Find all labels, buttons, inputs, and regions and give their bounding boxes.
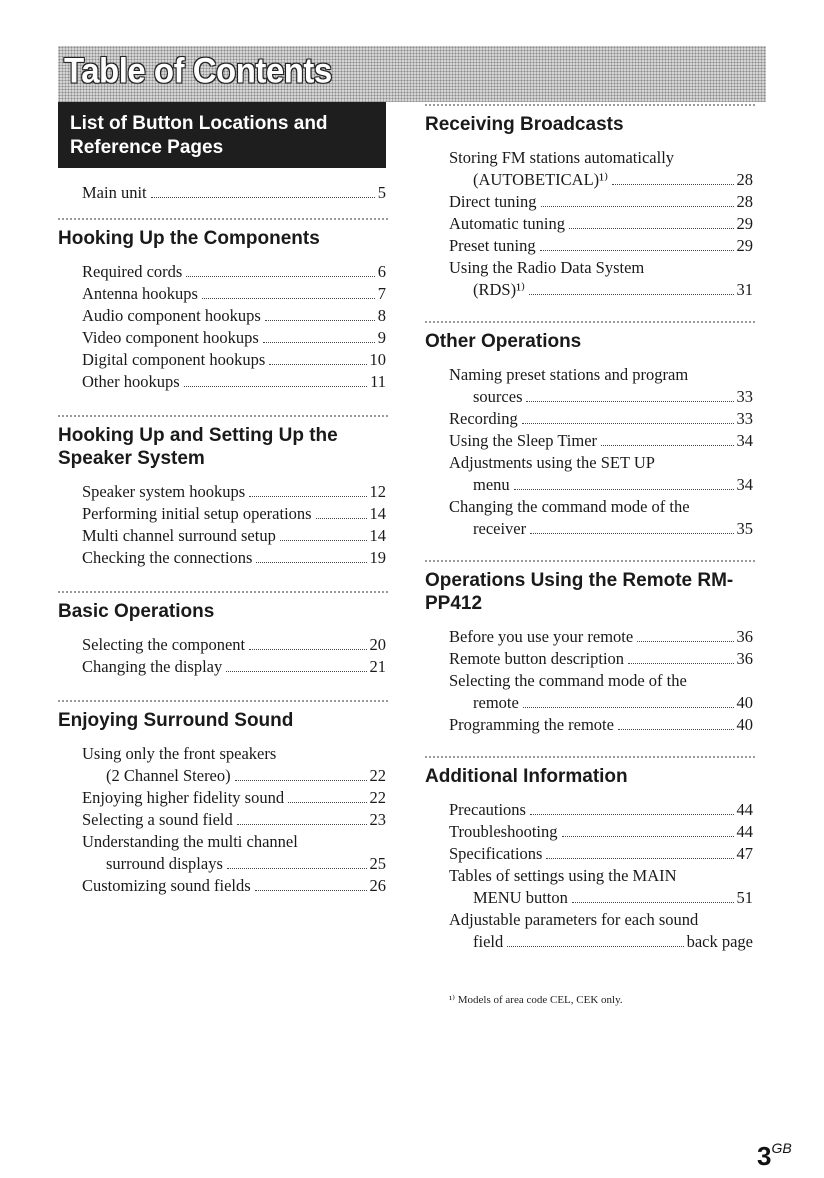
dot-leader <box>184 386 367 387</box>
toc-entry-text: Other hookups <box>82 372 180 391</box>
page-number-value: 3 <box>757 1141 772 1171</box>
toc-entry-cont-text: surround displays <box>106 854 223 873</box>
dot-leader <box>249 649 366 650</box>
toc-banner <box>58 46 766 102</box>
dot-leader <box>530 814 734 815</box>
section-entries <box>58 481 388 569</box>
toc-entry-page: 31 <box>736 280 753 299</box>
page-number-suffix: GB <box>771 1140 792 1156</box>
toc-entry <box>425 865 755 909</box>
toc-entry-page: 5 <box>377 183 386 202</box>
toc-entry-page: 51 <box>736 888 753 907</box>
toc-entry <box>425 147 755 191</box>
toc-entry-text: Antenna hookups <box>82 284 198 303</box>
toc-entry-page: 44 <box>736 800 753 819</box>
toc-entry-text: Checking the connections <box>82 548 253 567</box>
toc-entry-page: 22 <box>369 766 386 785</box>
toc-section <box>58 591 388 678</box>
toc-entry-page: 40 <box>736 715 753 734</box>
toc-entry <box>425 257 755 301</box>
toc-entry <box>58 261 388 283</box>
toc-entry <box>58 547 388 569</box>
toc-entry-line <box>82 371 386 393</box>
toc-entry-cont-text: field <box>473 932 504 951</box>
dot-leader <box>237 824 367 825</box>
toc-entry-page: 26 <box>369 876 386 895</box>
toc-entry-continuation <box>449 887 753 909</box>
toc-entry-line <box>82 787 386 809</box>
section-heading: Other Operations <box>425 331 582 352</box>
box-section-heading: List of Button Locations and Reference Pages <box>58 102 386 168</box>
toc-section <box>425 756 755 953</box>
toc-entry-page: 47 <box>736 844 753 863</box>
section-divider <box>425 104 755 106</box>
section-entries <box>58 634 388 678</box>
toc-entry-text: Using the Radio Data System <box>449 258 645 277</box>
toc-entry-line <box>82 525 386 547</box>
dot-leader <box>612 184 733 185</box>
section-divider <box>58 415 388 417</box>
toc-entry-page: 36 <box>736 649 753 668</box>
toc-entry-continuation <box>449 931 753 953</box>
toc-entry <box>425 799 755 821</box>
toc-entry-page: back page <box>686 932 753 951</box>
toc-entry-page: 23 <box>369 810 386 829</box>
toc-entry-line <box>449 430 753 452</box>
toc-entry <box>425 213 755 235</box>
section-heading: Operations Using the Remote RM-PP412 <box>425 570 734 614</box>
toc-entry <box>58 503 388 525</box>
toc-entry-text: Naming preset stations and program <box>449 365 689 384</box>
toc-entry-text: Required cords <box>82 262 183 281</box>
toc-entry-page: 34 <box>736 431 753 450</box>
toc-entry-cont-text: remote <box>473 693 519 712</box>
section-divider <box>58 218 388 220</box>
toc-entry-text: Changing the command mode of the <box>449 497 690 516</box>
dot-leader <box>562 836 734 837</box>
toc-entry-line <box>449 191 753 213</box>
toc-entry-cont-text: (AUTOBETICAL)¹⁾ <box>473 170 609 189</box>
section-divider <box>425 321 755 323</box>
toc-entry-continuation <box>449 279 753 301</box>
section-divider <box>425 560 755 562</box>
toc-entry-text: Using only the front speakers <box>82 744 277 763</box>
toc-entry-page: 10 <box>369 350 386 369</box>
toc-entry-text: Video component hookups <box>82 328 259 347</box>
toc-entry-line <box>82 283 386 305</box>
toc-section <box>425 560 755 736</box>
toc-entry <box>425 909 755 953</box>
toc-entry-continuation <box>449 386 753 408</box>
toc-entry-cont-text: (RDS)¹⁾ <box>473 280 526 299</box>
dot-leader <box>526 401 733 402</box>
toc-entry-page: 20 <box>369 635 386 654</box>
section-entries <box>425 799 755 953</box>
toc-entry-line <box>82 305 386 327</box>
toc-entry-line <box>82 656 386 678</box>
toc-entry-text: Specifications <box>449 844 543 863</box>
toc-entry <box>58 305 388 327</box>
dot-leader <box>235 780 367 781</box>
toc-entry <box>58 327 388 349</box>
right-column <box>425 102 755 1007</box>
dot-leader <box>265 320 375 321</box>
toc-entry-page: 14 <box>369 504 386 523</box>
toc-entry-line <box>82 547 386 569</box>
toc-entry <box>58 634 388 656</box>
toc-entry-text: Automatic tuning <box>449 214 565 233</box>
right-sections <box>425 104 755 953</box>
toc-entry-text: Troubleshooting <box>449 822 558 841</box>
toc-entry-text: Multi channel surround setup <box>82 526 276 545</box>
left-column <box>58 102 388 897</box>
toc-entry-page: 9 <box>377 328 386 347</box>
dot-leader <box>186 276 374 277</box>
toc-entry-text: Preset tuning <box>449 236 536 255</box>
toc-entry-page: 8 <box>377 306 386 325</box>
toc-section <box>58 415 388 569</box>
toc-entry <box>425 430 755 452</box>
toc-entry-page: 40 <box>736 693 753 712</box>
toc-entry-line <box>82 261 386 283</box>
toc-entry-continuation <box>82 853 386 875</box>
section-heading: Enjoying Surround Sound <box>58 710 294 731</box>
toc-entry-page: 34 <box>736 475 753 494</box>
toc-entry-text: Precautions <box>449 800 526 819</box>
dot-leader <box>151 197 375 198</box>
toc-entry-page: 35 <box>736 519 753 538</box>
toc-entry-page: 36 <box>736 627 753 646</box>
dot-leader <box>540 250 734 251</box>
toc-entry-line <box>82 481 386 503</box>
toc-entry <box>425 452 755 496</box>
toc-entry-line <box>449 648 753 670</box>
toc-entry-page: 25 <box>369 854 386 873</box>
section-entries <box>425 364 755 540</box>
toc-entry-page: 28 <box>736 170 753 189</box>
toc-entry-page: 14 <box>369 526 386 545</box>
toc-entry <box>58 525 388 547</box>
toc-entry-page: 33 <box>736 409 753 428</box>
toc-entry-text: Speaker system hookups <box>82 482 246 501</box>
toc-entry-page: 29 <box>736 236 753 255</box>
toc-entry-continuation <box>82 765 386 787</box>
toc-entry-line <box>82 327 386 349</box>
toc-entry <box>58 656 388 678</box>
toc-entry-line <box>82 349 386 371</box>
toc-entry-line <box>449 213 753 235</box>
toc-entry-text: Digital component hookups <box>82 350 266 369</box>
toc-entry <box>425 670 755 714</box>
toc-entry <box>58 349 388 371</box>
page-title: Table of Contents <box>64 50 332 90</box>
section-heading: Receiving Broadcasts <box>425 114 624 135</box>
section-entries <box>58 743 388 897</box>
dot-leader <box>280 540 367 541</box>
toc-entry-line <box>82 634 386 656</box>
dot-leader <box>618 729 734 730</box>
toc-entry-text: Programming the remote <box>449 715 614 734</box>
dot-leader <box>249 496 366 497</box>
section-divider <box>58 700 388 702</box>
toc-entry-line <box>449 714 753 736</box>
toc-entry-page: 19 <box>369 548 386 567</box>
dot-leader <box>530 533 733 534</box>
toc-entry <box>58 809 388 831</box>
toc-entry-text: Storing FM stations automatically <box>449 148 675 167</box>
dot-leader <box>523 707 734 708</box>
toc-entry-cont-text: menu <box>473 475 510 494</box>
toc-entry <box>425 191 755 213</box>
dot-leader <box>202 298 375 299</box>
toc-entry-text: Remote button description <box>449 649 625 668</box>
toc-section <box>425 104 755 301</box>
toc-entry-text: Performing initial setup operations <box>82 504 312 523</box>
dot-leader <box>522 423 734 424</box>
toc-entry-text: Enjoying higher fidelity sound <box>82 788 285 807</box>
toc-entry-text: Direct tuning <box>449 192 537 211</box>
dot-leader <box>546 858 733 859</box>
toc-entry-line <box>449 799 753 821</box>
toc-entry-page: 22 <box>369 788 386 807</box>
toc-entry-line <box>449 626 753 648</box>
toc-entry-continuation <box>449 474 753 496</box>
toc-entry <box>425 843 755 865</box>
dot-leader <box>529 294 733 295</box>
toc-entry-continuation <box>449 518 753 540</box>
toc-entry-cont-text: sources <box>473 387 523 406</box>
toc-entry <box>58 481 388 503</box>
toc-entry-page: 7 <box>377 284 386 303</box>
dot-leader <box>227 868 367 869</box>
dot-leader <box>269 364 366 365</box>
dot-leader <box>288 802 366 803</box>
toc-entry-text: Adjustable parameters for each sound <box>449 910 699 929</box>
toc-entry-line <box>449 821 753 843</box>
toc-entry <box>58 831 388 875</box>
box-entries <box>58 182 388 204</box>
toc-entry-text: Before you use your remote <box>449 627 634 646</box>
toc-entry-page: 12 <box>369 482 386 501</box>
footnote: ¹⁾ Models of area code CEL, CEK only. <box>449 994 623 1006</box>
toc-entry <box>425 235 755 257</box>
toc-entry-text: Audio component hookups <box>82 306 261 325</box>
toc-entry-text: Understanding the multi channel <box>82 832 298 851</box>
toc-section <box>425 321 755 540</box>
toc-entry-line <box>82 503 386 525</box>
section-heading: Hooking Up and Setting Up the Speaker System <box>58 425 338 469</box>
toc-entry-line <box>82 182 386 204</box>
toc-entry-text: Customizing sound fields <box>82 876 251 895</box>
toc-entry <box>58 787 388 809</box>
section-entries <box>58 261 388 393</box>
toc-entry-page: 33 <box>736 387 753 406</box>
toc-entry-text: Main unit <box>82 183 147 202</box>
toc-entry <box>425 364 755 408</box>
toc-entry <box>425 821 755 843</box>
toc-entry-page: 21 <box>369 657 386 676</box>
toc-section <box>58 700 388 897</box>
toc-entry-page: 29 <box>736 214 753 233</box>
dot-leader <box>226 671 366 672</box>
toc-entry-text: Adjustments using the SET UP <box>449 453 655 472</box>
section-divider <box>58 591 388 593</box>
toc-section <box>58 218 388 393</box>
toc-entry-text: Selecting the command mode of the <box>449 671 687 690</box>
toc-entry <box>425 626 755 648</box>
left-sections <box>58 218 388 897</box>
toc-entry-text: Tables of settings using the MAIN <box>449 866 677 885</box>
dot-leader <box>569 228 734 229</box>
toc-entry-page: 44 <box>736 822 753 841</box>
toc-entry-cont-text: MENU button <box>473 888 568 907</box>
dot-leader <box>256 562 366 563</box>
toc-entry-line <box>82 809 386 831</box>
toc-entry-line <box>449 235 753 257</box>
toc-entry-line <box>82 875 386 897</box>
toc-entry <box>425 496 755 540</box>
toc-entry <box>425 714 755 736</box>
dot-leader <box>601 445 733 446</box>
toc-entry-text: Selecting a sound field <box>82 810 233 829</box>
toc-entry <box>58 743 388 787</box>
toc-entry-cont-text: receiver <box>473 519 527 538</box>
page-number <box>757 1140 792 1172</box>
section-heading: Hooking Up the Components <box>58 228 320 249</box>
toc-entry-line <box>449 408 753 430</box>
section-divider <box>425 756 755 758</box>
section-entries <box>425 626 755 736</box>
toc-entry-page: 6 <box>377 262 386 281</box>
toc-entry <box>58 371 388 393</box>
toc-entry-cont-text: (2 Channel Stereo) <box>106 766 231 785</box>
dot-leader <box>255 890 367 891</box>
toc-entry-line <box>449 843 753 865</box>
dot-leader <box>514 489 734 490</box>
toc-entry <box>58 283 388 305</box>
toc-entry-text: Changing the display <box>82 657 223 676</box>
toc-entry-page: 11 <box>370 372 386 391</box>
section-entries <box>425 147 755 301</box>
toc-entry-continuation <box>449 692 753 714</box>
dot-leader <box>637 641 733 642</box>
dot-leader <box>316 518 367 519</box>
toc-entry-text: Recording <box>449 409 518 428</box>
dot-leader <box>263 342 375 343</box>
dot-leader <box>507 946 683 947</box>
toc-entry <box>425 408 755 430</box>
toc-entry <box>425 648 755 670</box>
section-heading: Basic Operations <box>58 601 215 622</box>
toc-entry-text: Selecting the component <box>82 635 246 654</box>
dot-leader <box>572 902 734 903</box>
toc-entry <box>58 182 388 204</box>
toc-entry <box>58 875 388 897</box>
toc-entry-text: Using the Sleep Timer <box>449 431 598 450</box>
section-heading: Additional Information <box>425 766 628 787</box>
dot-leader <box>541 206 734 207</box>
toc-entry-page: 28 <box>736 192 753 211</box>
toc-entry-continuation <box>449 169 753 191</box>
dot-leader <box>628 663 733 664</box>
